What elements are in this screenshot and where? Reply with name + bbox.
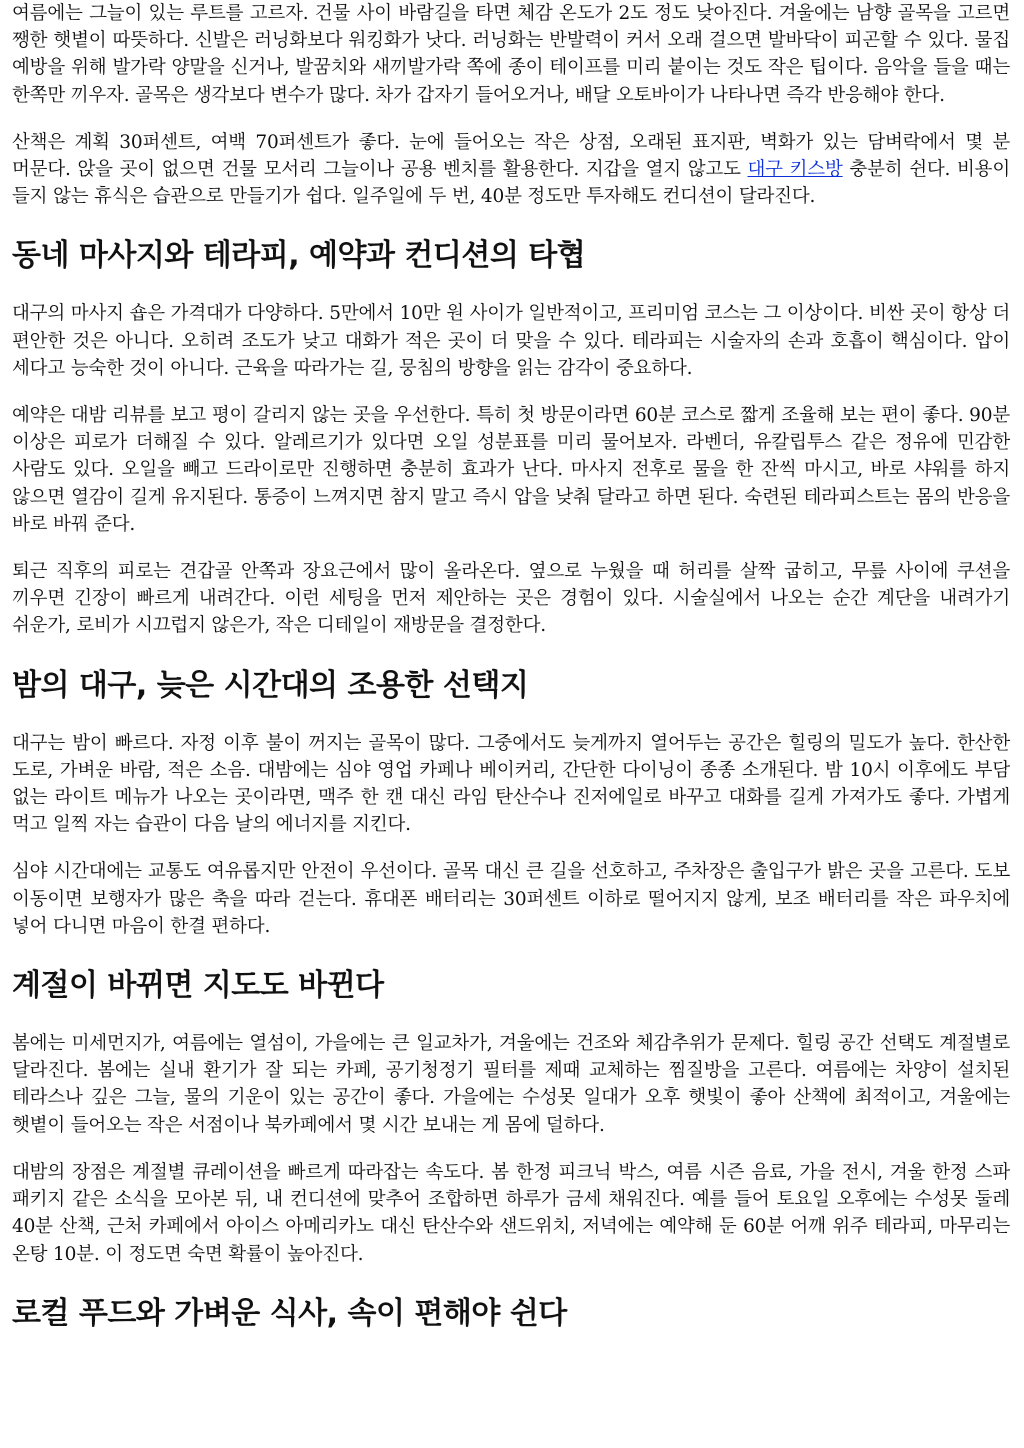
section-heading-night: 밤의 대구, 늦은 시간대의 조용한 선택지 <box>12 667 529 703</box>
night-paragraph-2: 심야 시간대에는 교통도 여유롭지만 안전이 우선이다. 골목 대신 큰 길을 선호하고, 주차장은 출입구가 밝은 곳을 고른다. 도보 이동이면 보행자가 많은 축을 따라 걷는다. 휴대폰 배터리는 30퍼센트 이하로 떨어지지 않게, 보조 배터리를 작은 파우치에 넣어 다니면 마음이 한결 편하다. <box>12 861 1010 937</box>
intro-paragraph-2-text-end: 충분히 쉰다. 비용이 들지 않는 휴식은 습관으로 만들기가 쉽다. 일주일에 두 번, 40분 정도만 투자해도 컨디션이 달라진다. <box>12 159 1010 208</box>
night-paragraph-1: 대구는 밤이 빠르다. 자정 이후 불이 꺼지는 골목이 많다. 그중에서도 늦게까지 열어두는 공간은 힐링의 밀도가 높다. 한산한 도로, 가벼운 바람, 적은 소음. 대밤에는 심야 영업 카페나 베이커리, 간단한 다이닝이 종종 소개된다. 밤 10시 이후에도 부담 없는 라이트 메뉴가 나오는 곳이라면, 맥주 한 캔 대신 라임 탄산수나 진저에일로 바꾸고 대화를 길게 가져가도 좋다. 가볍게 먹고 일찍 자는 습관이 다음 날의 에너지를 지킨다. <box>12 732 1010 836</box>
intro-paragraph-1: 여름에는 그늘이 있는 루트를 고르자. 건물 사이 바람길을 타면 체감 온도가 2도 정도 낮아진다. 겨울에는 남향 골목을 고르면 쨍한 햇볕이 따뜻하다. 신발은 러닝화보다 워킹화가 낫다. 러닝화는 반발력이 커서 오래 걸으면 발바닥이 피곤할 수 있다. 물집 예방을 위해 발가락 양말을 신거나, 발꿈치와 새끼발가락 쪽에 종이 테이프를 미리 붙이는 것도 작은 팁이다. 음악을 들을 때는 한쪽만 끼우자. 골목은 생각보다 변수가 많다. 차가 갑자기 들어오거나, 배달 오토바이가 나타나면 즉각 반응해야 한다. <box>12 3 1010 106</box>
section-heading-seasons: 계절이 바뀌면 지도도 바뀐다 <box>12 968 384 1004</box>
section-heading-massage: 동네 마사지와 테라피, 예약과 컨디션의 타협 <box>12 238 586 274</box>
intro-paragraph-2 <box>12 129 1010 211</box>
intro-paragraph-2-text-start: 산책은 계획 30퍼센트, 여백 70퍼센트가 좋다. 눈에 들어오는 작은 상점, 오래된 표지판, 벽화가 있는 담벼락에서 몇 분 머문다. 앉을 곳이 없으면 건물 모서리 그늘이나 공용 벤치를 활용한다. 지갑을 열지 않고도 <box>12 131 1010 181</box>
article <box>12 0 1010 1358</box>
daegu-kissbang-link[interactable]: 대구 키스방 <box>747 159 843 181</box>
massage-paragraph-2: 예약은 대밤 리뷰를 보고 평이 갈리지 않는 곳을 우선한다. 특히 첫 방문이라면 60분 코스로 짧게 조율해 보는 편이 좋다. 90분 이상은 피로가 더해질 수 있다. 알레르기가 있다면 오일 성분표를 미리 물어보자. 라벤더, 유칼립투스 같은 정유에 민감한 사람도 있다. 오일을 빼고 드라이로만 진행하면 충분히 효과가 난다. 마사지 전후로 물을 한 잔씩 마시고, 바로 샤워를 하지 않으면 열감이 길게 유지된다. 통증이 느껴지면 참지 말고 즉시 압을 낮춰 달라고 하면 된다. 숙련된 테라피스트는 몸의 반응을 바로 바꿔 준다. <box>12 405 1010 535</box>
seasons-paragraph-2: 대밤의 장점은 계절별 큐레이션을 빠르게 따라잡는 속도다. 봄 한정 피크닉 박스, 여름 시즌 음료, 가을 전시, 겨울 한정 스파 패키지 같은 소식을 모아본 뒤, 내 컨디션에 맞추어 조합하면 하루가 금세 채워진다. 예를 들어 토요일 오후에는 수성못 둘레 40분 산책, 근처 카페에서 아이스 아메리카노 대신 탄산수와 샌드위치, 저녁에는 예약해 둔 60분 어깨 위주 테라피, 마무리는 온탕 10분. 이 정도면 숙면 확률이 높아진다. <box>12 1161 1010 1265</box>
massage-paragraph-3: 퇴근 직후의 피로는 견갑골 안쪽과 장요근에서 많이 올라온다. 옆으로 누웠을 때 허리를 살짝 굽히고, 무릎 사이에 쿠션을 끼우면 긴장이 빠르게 내려간다. 이런 세팅을 먼저 제안하는 곳은 경험이 있다. 시술실에서 나오는 순간 계단을 내려가기 쉬운가, 로비가 시끄럽지 않은가, 작은 디테일이 재방문을 결정한다. <box>12 561 1010 637</box>
seasons-paragraph-1: 봄에는 미세먼지가, 여름에는 열섬이, 가을에는 큰 일교차가, 겨울에는 건조와 체감추위가 문제다. 힐링 공간 선택도 계절별로 달라진다. 봄에는 실내 환기가 잘 되는 카페, 공기청정기 필터를 제때 교체하는 찜질방을 고른다. 여름에는 차양이 설치된 테라스나 깊은 그늘, 물의 기운이 있는 공간이 좋다. 가을에는 수성못 일대가 오후 햇빛이 좋아 산책에 최적이고, 겨울에는 햇볕이 들어오는 작은 서점이나 북카페에서 몇 시간 보내는 게 몸에 덜하다. <box>12 1033 1010 1136</box>
massage-paragraph-1: 대구의 마사지 숍은 가격대가 다양하다. 5만에서 10만 원 사이가 일반적이고, 프리미엄 코스는 그 이상이다. 비싼 곳이 항상 더 편안한 것은 아니다. 오히려 조도가 낮고 대화가 적은 곳이 더 맞을 수 있다. 테라피는 시술자의 손과 호흡이 핵심이다. 압이 세다고 능숙한 것이 아니다. 근육을 따라가는 길, 뭉침의 방향을 읽는 감각이 중요하다. <box>12 303 1010 379</box>
section-heading-local-food: 로컬 푸드와 가벼운 식사, 속이 편해야 쉰다 <box>12 1295 567 1331</box>
